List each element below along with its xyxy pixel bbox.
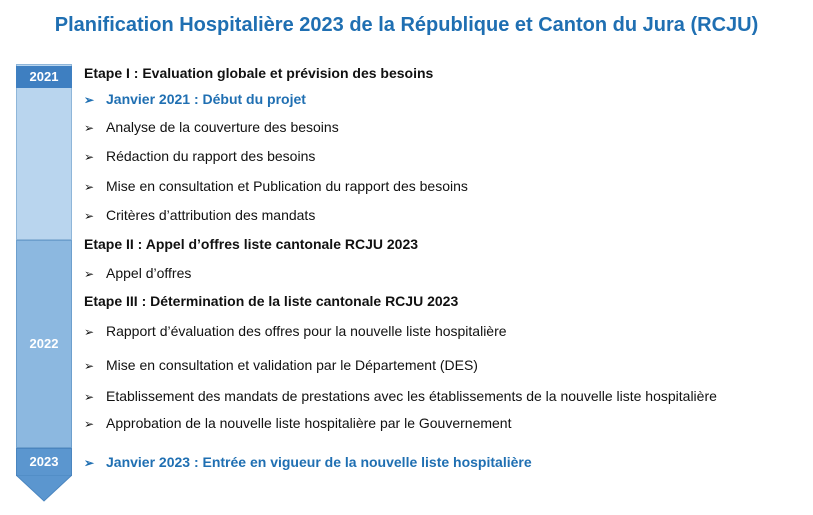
arrow-bullet-icon: ➢ [84, 93, 95, 107]
arrow-bullet-icon: ➢ [84, 325, 95, 339]
arrow-bullet-icon: ➢ [84, 359, 95, 373]
timeline-arrow-tip [16, 475, 72, 503]
timeline-segment-2021 [16, 64, 72, 240]
year-label-2022: 2022 [29, 336, 59, 351]
list-item: ➢ Mise en consultation et validation par le Département (DES) [84, 357, 478, 373]
list-item: ➢ Janvier 2023 : Entrée en vigueur de la nouvelle liste hospitalière [84, 454, 532, 470]
arrow-bullet-icon: ➢ [84, 209, 95, 223]
page-title: Planification Hospitalière 2023 de la République et Canton du Jura (RCJU) [54, 14, 759, 36]
etape-2-heading: Etape II : Appel d’offres liste cantonale RCJU 2023 [84, 236, 419, 252]
arrow-bullet-icon: ➢ [84, 390, 95, 404]
list-item: ➢ Rapport d’évaluation des offres pour la nouvelle liste hospitalière [84, 323, 507, 339]
list-item: ➢ Mise en consultation et Publication du rapport des besoins [84, 178, 468, 194]
list-item: ➢ Rédaction du rapport des besoins [84, 148, 316, 164]
arrow-bullet-icon: ➢ [84, 150, 95, 164]
etape-3-heading: Etape III : Détermination de la liste cantonale RCJU 2023 [84, 293, 459, 309]
list-item: ➢ Analyse de la couverture des besoins [84, 119, 339, 135]
arrow-bullet-icon: ➢ [84, 417, 95, 431]
year-label-2021: 2021 [16, 66, 72, 88]
list-item: ➢ Janvier 2021 : Début du projet [84, 91, 306, 107]
list-item: ➢ Approbation de la nouvelle liste hospitalière par le Gouvernement [84, 415, 512, 431]
list-item: ➢ Etablissement des mandats de prestations avec les établissements de la nouvelle liste hospitalière [84, 388, 717, 404]
list-item: ➢ Critères d’attribution des mandats [84, 207, 316, 223]
arrow-bullet-icon: ➢ [84, 267, 95, 281]
list-item: ➢ Appel d’offres [84, 265, 192, 281]
year-label-2023: 2023 [29, 454, 59, 469]
etape-1-heading: Etape I : Evaluation globale et prévision des besoins [84, 65, 434, 81]
arrow-bullet-icon: ➢ [84, 121, 95, 135]
timeline-bar [16, 64, 72, 506]
arrow-bullet-icon: ➢ [84, 456, 95, 470]
arrow-bullet-icon: ➢ [84, 180, 95, 194]
